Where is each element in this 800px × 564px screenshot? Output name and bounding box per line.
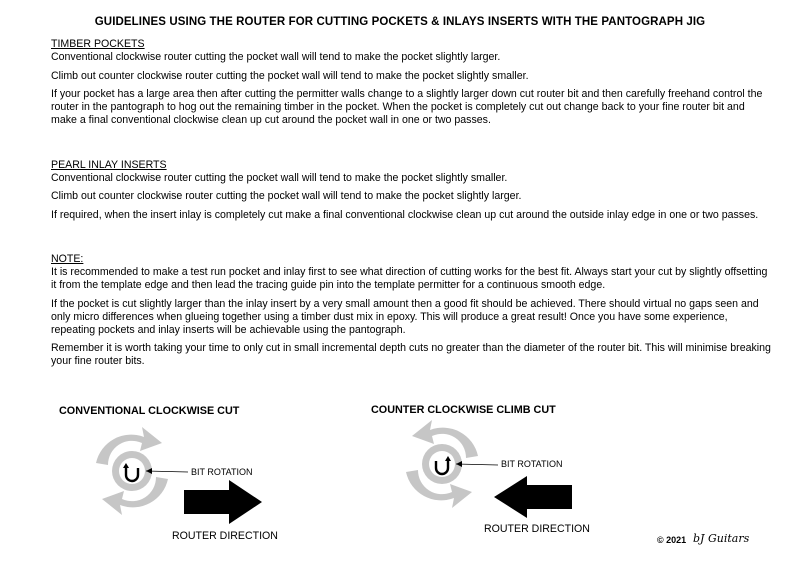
note-para-1: It is recommended to make a test run pocket and inlay first to see what direction of cutting works for the best fit. Always start your cut by slightly offsetting it from the template edge and then lead the tracing guide pin into the template permitter for a continuous smooth edge. [51,266,768,291]
timber-pockets-heading: TIMBER POCKETS [51,38,145,50]
signature-logo: bJ Guitars [693,532,750,545]
pearl-para-3: If required, when the insert inlay is completely cut make a final conventional clockwise clean up cut around the outside inlay edge in one or two passes. [51,208,759,221]
note-para-2: If the pocket is cut slightly larger than the inlay insert by a very small amount then a good fit should be achieved. There should virtual no gaps seen and only micro differences when glueing together using a timber dust mix in epoxy. This will produce a great result! Once you have some experience, repeating pockets and inlay inserts will be achievable using the pantograph. [51,297,759,336]
pearl-inlay-heading: PEARL INLAY INSERTS [51,158,167,171]
pearl-para-1: Conventional clockwise router cutting the pocket wall will tend to make the pocket slightly smaller. [51,171,508,184]
counter-clockwise-cut-title: COUNTER CLOCKWISE CLIMB CUT [371,404,556,416]
note-para-3: Remember it is worth taking your time to only cut in small incremental depth cuts no greater than the diameter of the router bit. This will minimise breaking your fine router bits. [51,342,771,367]
document-title: GUIDELINES USING THE ROUTER FOR CUTTING POCKETS & INLAYS INSERTS WITH THE PANTOGRAPH JIG [94,16,706,28]
left-bit-rotation-label: BIT ROTATION [191,467,253,477]
pearl-para-2: Climb out counter clockwise router cutting the pocket wall will tend to make the pocket slightly larger. [51,190,522,202]
left-router-direction-label: ROUTER DIRECTION [172,530,278,542]
copyright-text: © 2021 [657,535,687,545]
timber-para-3: If your pocket has a large area then after cutting the permitter walls change to a slightly larger down cut router bit and then carefully freehand control the router in the pantograph to hog out the remaining timber in the pocket. When the pocket is completely cut out change back to your fine router bit and make a final conventional clockwise clean up cut around the pocket wall in one or two passes. [51,88,763,126]
timber-para-1: Conventional clockwise router cutting the pocket wall will tend to make the pocket slightly larger. [51,51,501,63]
conventional-cut-title: CONVENTIONAL CLOCKWISE CUT [59,405,240,417]
router-direction-left-arrow [494,476,572,518]
right-bit-rotation-label: BIT ROTATION [501,459,563,469]
note-heading: NOTE: [51,253,84,265]
right-router-direction-label: ROUTER DIRECTION [484,523,590,535]
timber-para-2: Climb out counter clockwise router cutting the pocket wall will tend to make the pocket slightly smaller. [51,69,529,82]
